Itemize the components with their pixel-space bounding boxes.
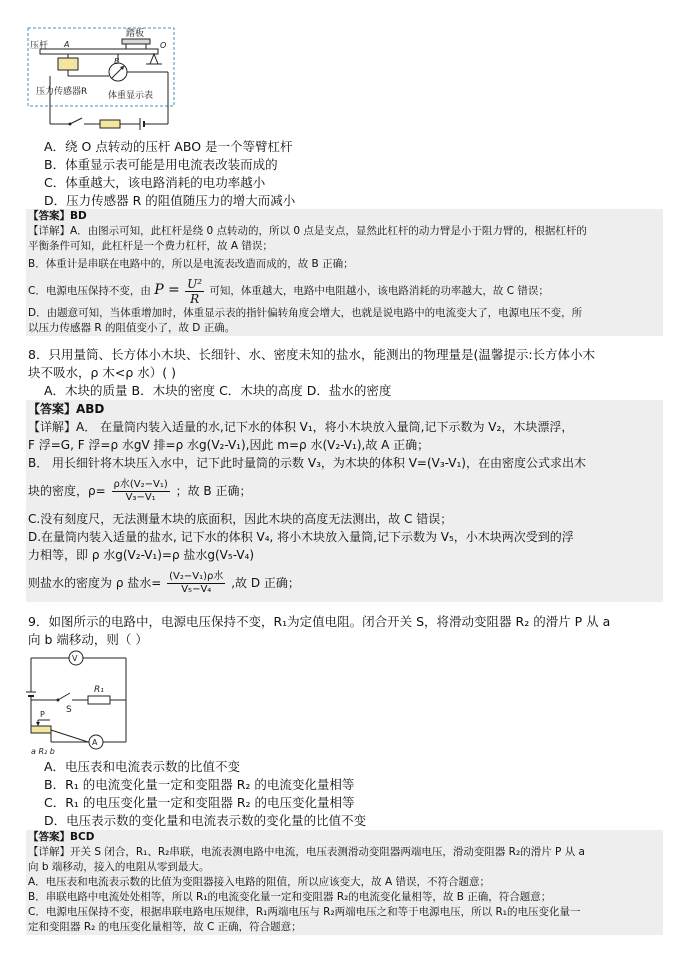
fig1-label-meter: 体重显示表	[108, 91, 154, 101]
q7-detail-6: 以压力传感器 R 的阻值变小了，故 D 正确。	[28, 322, 236, 334]
q7-option-a: A．绕 O 点转动的压杆 ABO 是一个等臂杠杆	[44, 139, 293, 154]
q9-stem-2: 向 b 端移动，则（ ）	[28, 632, 148, 647]
q8-formula-2	[167, 571, 225, 596]
q9-stem-1: 9．如图所示的电路中，电源电压保持不变，R₁为定值电阻。闭合开关 S，将滑动变阻器 R₂ 的滑片 P 从 a	[28, 614, 611, 629]
q8-formula-2-den: V₅−V₄	[181, 584, 212, 595]
fig1-label-pedal: 踏板	[126, 29, 145, 39]
q7-option-c: C．体重越大，该电路消耗的电功率越小	[44, 175, 266, 190]
q9-fig-s: S	[66, 705, 72, 715]
q7-detail-4	[26, 274, 663, 306]
q7-formula-p: P =	[154, 282, 180, 298]
q9-answer: 【答案】BCD	[28, 831, 95, 843]
q9-fig-voltmeter: V	[72, 654, 78, 663]
q7-detail-3: B．体重计是串联在电路中的，所以是电流表改造而成的，故 B 正确；	[28, 258, 354, 270]
q8-detail-4	[26, 472, 663, 510]
q8-detail-6: D.在量筒内装入适量的盐水, 记下水的体积 V₄, 将小木块放入量筒,记下示数为 V₅，小木块两次受到的浮	[28, 530, 574, 544]
q7-formula-frac	[185, 277, 204, 306]
q9-detail-4: B．串联电路中电流处处相等，所以 R₁的电流变化量一定和变阻器 R₂的电流变化量相等，故 B 正确，符合题意；	[28, 891, 552, 903]
q8-options: A．木块的质量 B．木块的密度 C．木块的高度 D．盐水的密度	[44, 383, 392, 398]
q8-detail-1: 【详解】A． 在量筒内装入适量的水,记下水的体积 V₁，将小木块放入量筒,记下示数为 V₂，木块漂浮，	[28, 420, 574, 434]
q9-detail-6: 定和变阻器 R₂ 的电压变化量相等，故 C 正确，符合题意；	[28, 921, 302, 933]
q8-stem-2: 块不吸水，ρ 木<ρ 水）( )	[28, 365, 177, 380]
q9-option-b: B．R₁ 的电流变化量一定和变阻器 R₂ 的电流变化量相等	[44, 777, 355, 792]
q9-fig-p: P	[40, 710, 45, 719]
q9-answer-block	[26, 830, 663, 935]
q8-formula-2-num: (V₂−V₁)ρ水	[169, 571, 224, 582]
q7-detail-5: D．由题意可知，当体重增加时，体重显示表的指针偏转角度会增大，也就是说电路中的电流变大了，电源电压不变，所	[28, 307, 583, 319]
q7-detail-4a: C．电源电压保持不变，由	[28, 285, 151, 297]
q8-stem-1: 8．只用量筒、长方体小木块、长细针、水、密度未知的盐水，能测出的物理量是(温馨提示:长方体小木	[28, 347, 596, 362]
q9-circuit-figure	[26, 650, 136, 758]
q8-detail-8b: ,故 D 正确；	[231, 576, 300, 590]
fig1-label-a: A	[64, 40, 70, 49]
fig1-label-o: O	[160, 41, 167, 50]
q7-detail-1: 【详解】A．由图示可知，此杠杆是绕 0 点转动的，所以 0 点是支点，显然此杠杆的动力臂是小于阻力臂的，根据杠杆的	[28, 225, 587, 237]
q7-answer-block	[26, 209, 663, 336]
q9-detail-5: C．电源电压保持不变，根据串联电路电压规律，R₁两端电压与 R₂两端电压之和等于电源电压，所以 R₁的电压变化量一	[28, 906, 581, 918]
q7-detail-4b: 可知，体重越大，电路中电阻越小，该电路消耗的功率越大，故 C 错误；	[209, 285, 549, 297]
fig1-label-sensor: 压力传感器R	[36, 87, 88, 97]
q9-detail-1: 【详解】开关 S 闭合，R₁、R₂串联，电流表测电路中电流，电压表测滑动变阻器两端电压，滑动变阻器 R₂的滑片 P 从 a	[28, 846, 585, 858]
q9-option-a: A．电压表和电流表示数的比值不变	[44, 759, 241, 774]
q7-detail-2: 平衡条件可知，此杠杆是一个费力杠杆，故 A 错误；	[28, 240, 273, 252]
fig1-label-b: B	[114, 57, 120, 66]
q8-detail-4a: 块的密度，ρ=	[28, 484, 106, 498]
q8-answer: 【答案】ABD	[28, 402, 105, 416]
fig1-label-lever: 压杆	[30, 41, 49, 51]
q9-detail-3: A．电压表和电流表示数的比值为变阻器接入电路的阻值，所以应该变大，故 A 错误，不符合题意；	[28, 876, 491, 888]
q8-detail-5: C.没有刻度尺，无法测量木块的底面积，因此木块的高度无法测出，故 C 错误；	[28, 512, 453, 526]
q9-option-c: C．R₁ 的电压变化量一定和变阻器 R₂ 的电压变化量相等	[44, 795, 355, 810]
q9-detail-2: 向 b 端移动，接入的电阻从零到最大。	[28, 861, 210, 873]
q8-formula-1-den: V₃−V₁	[125, 492, 156, 503]
scale-circuit-figure	[20, 24, 190, 136]
q8-formula-1	[112, 479, 170, 504]
q9-fig-ab: a R₂ b	[31, 747, 55, 756]
q8-detail-4b: ；故 B 正确；	[175, 484, 252, 498]
q7-formula-num: U²	[187, 276, 203, 291]
q7-option-b: B．体重显示表可能是用电流表改装而成的	[44, 157, 278, 172]
q8-formula-1-num: ρ水(V₂−V₁)	[113, 479, 168, 490]
q8-answer-block	[26, 400, 663, 602]
q8-detail-8	[26, 564, 663, 602]
q7-answer: 【答案】BD	[28, 210, 87, 222]
q9-fig-r1: R₁	[94, 685, 104, 695]
q8-detail-3: B． 用长细针将木块压入水中，记下此时量筒的示数 V₃，为木块的体积 V=(V₃-V₁)，在由密度公式求出木	[28, 456, 586, 470]
q9-option-d: D．电压表示数的变化量和电流表示数的变化量的比值不变	[44, 813, 367, 828]
q8-detail-7: 力相等，即 ρ 水g(V₂-V₁)=ρ 盐水g(V₅-V₄)	[28, 548, 255, 562]
q8-detail-2: F 浮=G, F 浮=ρ 水gV 排=ρ 水g(V₂-V₁),因此 m=ρ 水(V₂-V₁),故 A 正确；	[28, 438, 430, 452]
q7-formula-den: R	[190, 291, 200, 306]
q9-fig-ammeter: A	[92, 738, 98, 747]
q8-detail-8a: 则盐水的密度为 ρ 盐水=	[28, 576, 162, 590]
q7-option-d: D．压力传感器 R 的阻值随压力的增大而减小	[44, 193, 296, 208]
